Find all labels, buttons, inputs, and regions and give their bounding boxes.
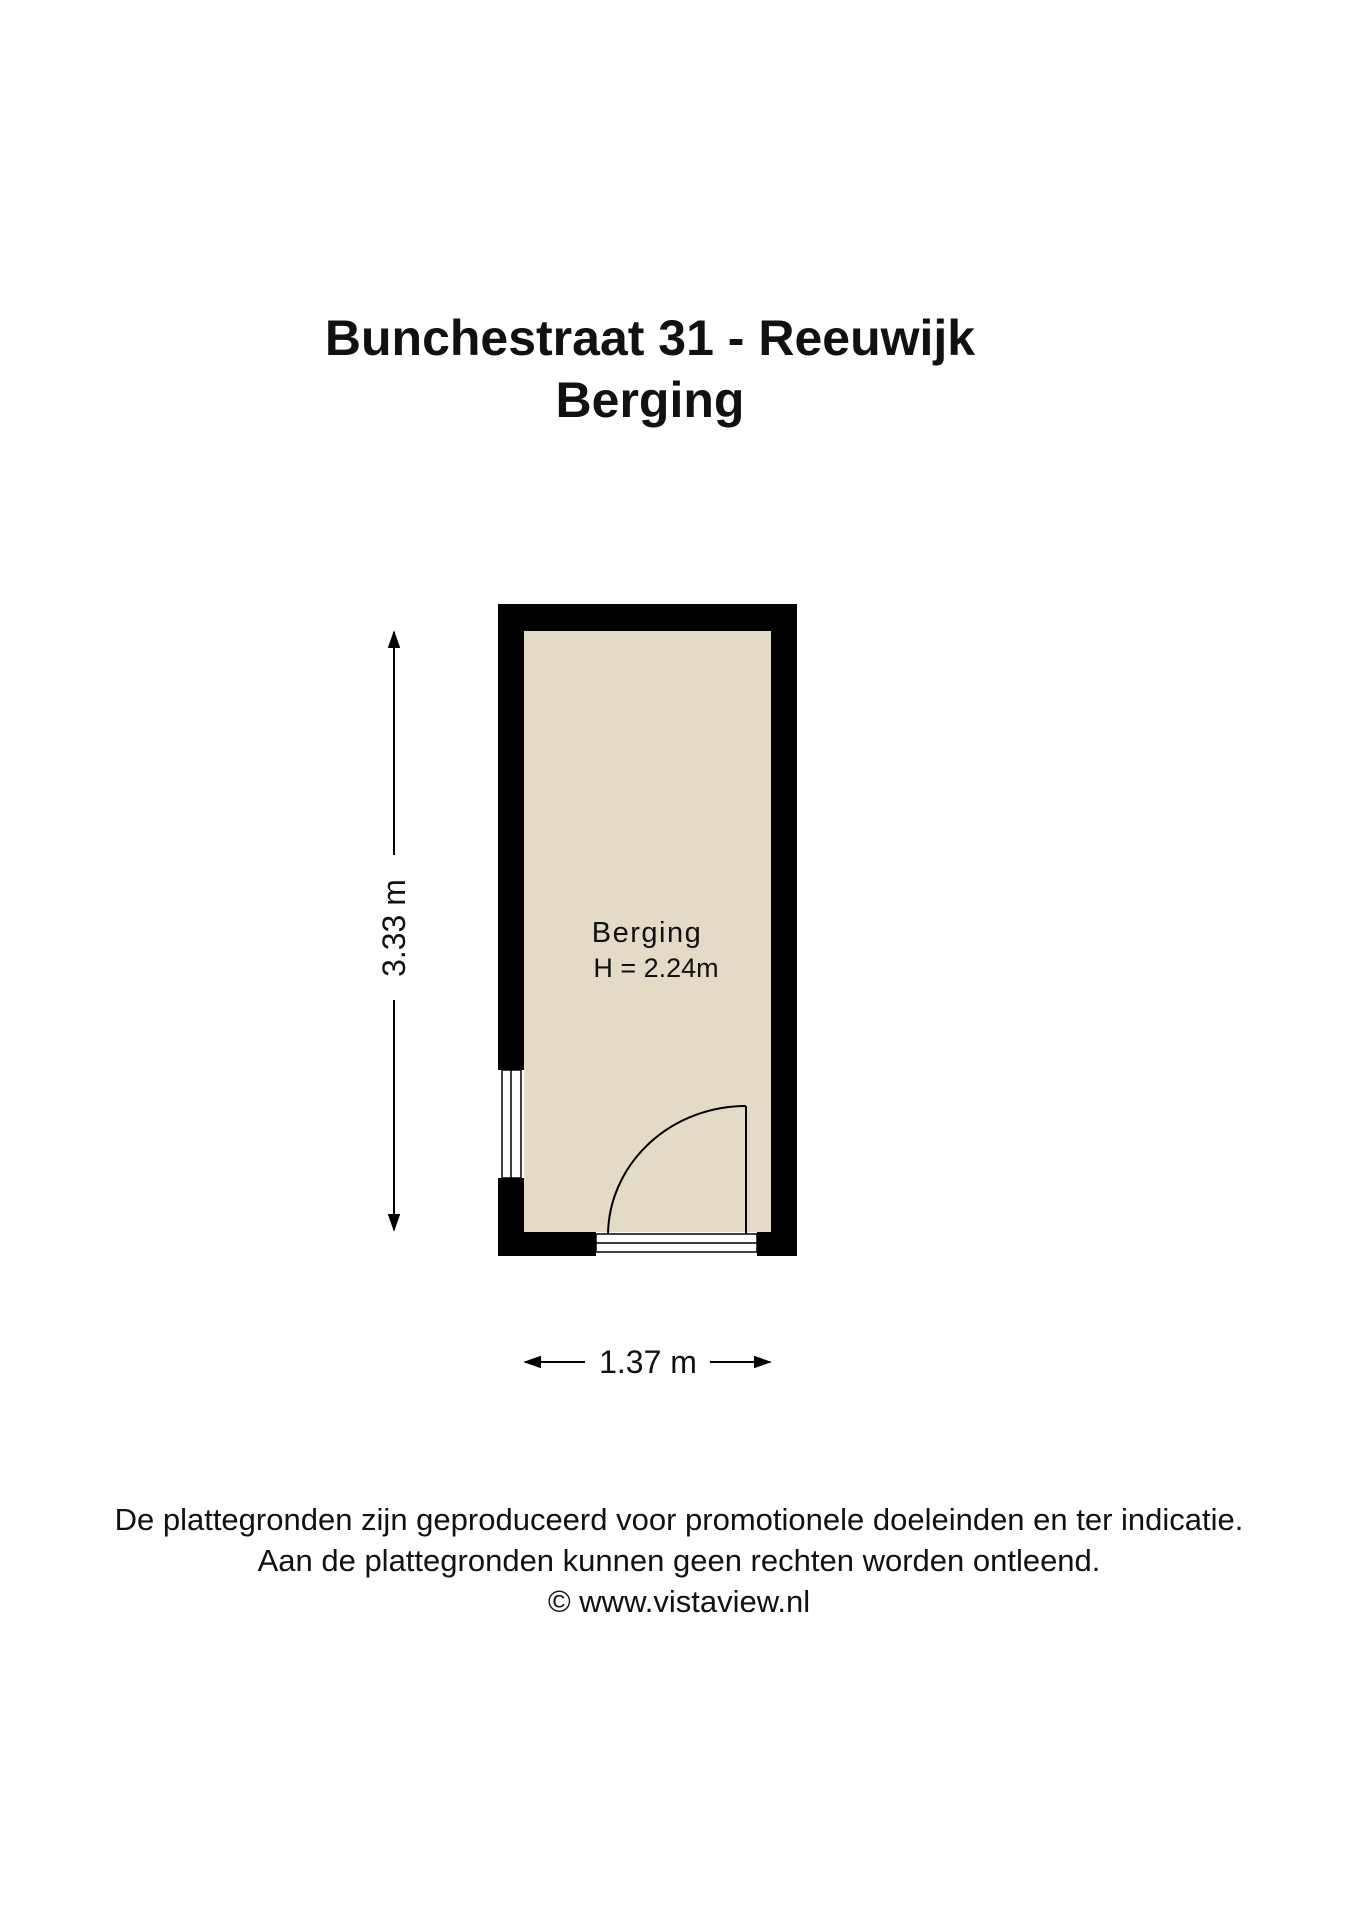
floorplan-floor-title: Berging bbox=[555, 372, 745, 428]
door-threshold bbox=[596, 1234, 757, 1252]
window bbox=[502, 1070, 521, 1178]
copyright-line: © www.vistaview.nl bbox=[547, 1584, 811, 1619]
floorplan-address-title: Bunchestraat 31 - Reeuwijk bbox=[324, 310, 976, 366]
dimension-vertical-label: 3.33 m bbox=[376, 879, 412, 977]
dimension-horizontal-label: 1.37 m bbox=[599, 1344, 697, 1380]
wall-right bbox=[771, 604, 797, 1256]
wall-bottom-left bbox=[498, 1232, 596, 1256]
wall-bottom-right bbox=[757, 1232, 797, 1256]
room-name-label: Berging bbox=[591, 917, 703, 949]
disclaimer-line-2: Aan de plattegronden kunnen geen rechten worden ontleend. bbox=[257, 1543, 1101, 1578]
wall-top bbox=[498, 604, 797, 631]
room-height-label: H = 2.24m bbox=[593, 953, 719, 983]
wall-left-upper bbox=[498, 604, 524, 1070]
disclaimer-line-1: De plattegronden zijn geproduceerd voor promotionele doeleinden en ter indicatie. bbox=[114, 1502, 1244, 1537]
